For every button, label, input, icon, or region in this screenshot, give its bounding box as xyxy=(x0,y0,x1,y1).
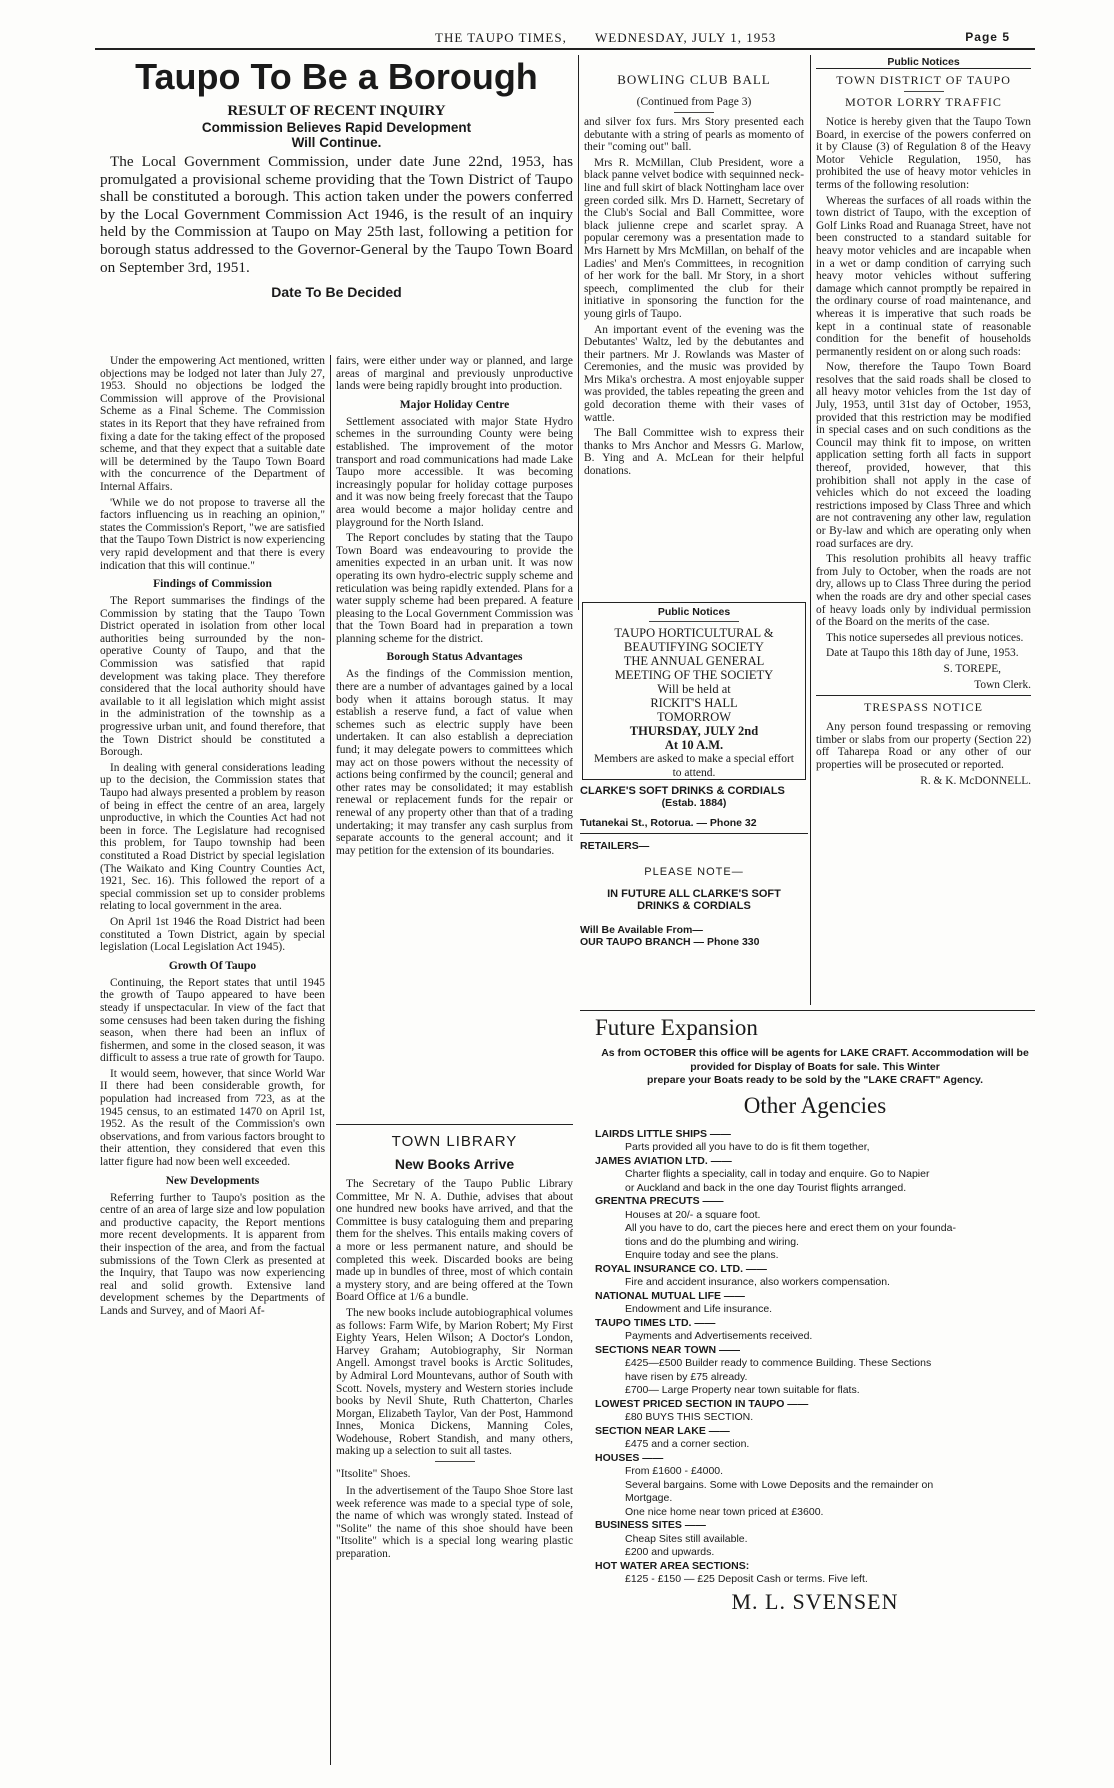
paragraph: This notice supersedes all previous notices. xyxy=(826,631,1024,644)
ad-intro: prepare your Boats ready to be sold by the "LAKE CRAFT" Agency. xyxy=(646,1074,984,1086)
clarkes-address: Tutanekai St., Rotorua. — Phone 32 xyxy=(580,817,757,829)
paragraph: Date at Taupo this 18th day of June, 1953. xyxy=(826,647,1019,660)
deck-1: RESULT OF RECENT INQUIRY xyxy=(227,103,446,119)
notice-title: TOWN DISTRICT OF TAUPO xyxy=(836,73,1011,87)
subhead-date: Date To Be Decided xyxy=(271,284,402,301)
paragraph: An important event of the evening was the Debutantes' Waltz, led by the debutantes and their partners. Mr J. Rowlands was Master of Ceremonies, and the music was provided by Mrs Mika's orchestra. A most enjoyable supper was provided, the tables repeating the green and gold decoration theme with their vases of wattle. xyxy=(584,323,804,424)
agency-detail: £80 BUYS THIS SECTION. xyxy=(625,1411,754,1423)
clarkes-drinks: DRINKS & CORDIALS xyxy=(637,900,751,912)
agency-detail: Parts provided all you have to do is fit them together, xyxy=(625,1141,870,1153)
agency-heading: TAUPO TIMES LTD. —— xyxy=(595,1316,716,1329)
paragraph: The Report summarises the findings of the Commission by stating that the Taupo Town District operated in isolation from other local authorities being surrounded by the non-operative County of Taupo, and that the Commission was satisfied that rapid development was taking place. They therefore considered that the local authority should have available to it all legislation which might assist in the administration of the township as a progressive urban unit, and found therefore, that the Town District should be constituted a Borough. xyxy=(100,595,325,759)
signature: S. TOREPE, xyxy=(943,662,1001,675)
paragraph: It would seem, however, that since World War II there had been considerable growth, for population had increased from 723, as at the 1945 census, to an estimated 1470 on April 1st, 1952. As the result of the Commission's own observations, and from various factors brought to their attention, they considered that even this latter figure had now been well exceeded. xyxy=(100,1067,325,1169)
agency-detail: or Auckland and back in the one day Tourist flights arranged. xyxy=(625,1181,907,1194)
page-number: Page 5 xyxy=(965,30,1010,44)
agency-detail: £200 and upwards. xyxy=(625,1546,715,1558)
lead-headline: Taupo To Be a Borough xyxy=(135,56,538,97)
trespass-signature: R. & K. McDONNELL. xyxy=(920,774,1031,787)
library-article xyxy=(336,1120,573,1765)
clarkes-retailers: RETAILERS— xyxy=(580,840,650,852)
notice-label: Public Notices xyxy=(657,606,731,618)
agency-detail: Endowment and Life insurance. xyxy=(625,1303,773,1315)
paragraph: Notice is hereby given that the Taupo Town Board, in exercise of the powers conferred on it by Clause (3) of Regulation 8 of the Heavy Motor Vehicle Regulation, 1950, has prohibited the use of heavy motor vehicles in terms of the following resolution: xyxy=(816,116,1031,191)
clarkes-available: Will Be Available From— xyxy=(580,924,703,936)
other-agencies: Other Agencies xyxy=(743,1092,887,1118)
masthead-rule xyxy=(95,48,1035,50)
agency-detail: One nice home near town priced at £3600. xyxy=(625,1505,824,1518)
agency-detail: Charter flights a speciality, call in today and enquire. Go to Napier xyxy=(625,1168,930,1180)
agency-detail: All you have to do, cart the pieces here and erect them on your founda- xyxy=(625,1222,956,1234)
public-notices-column xyxy=(816,56,1031,1006)
agency-detail: Fire and accident insurance, also workers compensation. xyxy=(625,1276,890,1288)
hort-line: TOMORROW xyxy=(656,710,732,724)
agency-heading: GRENTNA PRECUTS —— xyxy=(595,1195,724,1207)
paper-name: THE TAUPO TIMES, xyxy=(435,30,567,45)
hort-line: At 10 A.M. xyxy=(664,738,724,752)
horticultural-notice xyxy=(582,602,806,780)
agent-name: M. L. SVENSEN xyxy=(731,1588,899,1614)
clarkes-please-note: PLEASE NOTE— xyxy=(644,866,744,878)
notice-label: Public Notices xyxy=(816,56,1031,69)
column-rule xyxy=(810,55,811,1005)
hort-line: BEAUTIFYING SOCIETY xyxy=(624,640,764,654)
notice-subtitle: MOTOR LORRY TRAFFIC xyxy=(845,95,1002,109)
bowling-title: BOWLING CLUB BALL xyxy=(617,72,771,87)
agency-detail: Payments and Advertisements received. xyxy=(625,1330,813,1342)
paragraph: Now, therefore the Taupo Town Board resolves that the said roads shall be closed to all heavy motor vehicles from the 1st day of July, 1953, until 31st day of October, 1953, provided that this restriction may be modified in special cases and on such conditions as the Council may think fit to impose, on written application setting forth all facts in support thereof, provided, however, that this prohibition shall not apply in the case of vehicles which do not exceed the loading restrictions imposed by Class Three and which are not contravening any other law, regulation or By-law and which are operating only when road surfaces are dry. xyxy=(816,361,1031,550)
agency-detail: £700— Large Property near town suitable for flats. xyxy=(625,1384,860,1396)
agency-heading: LAIRDS LITTLE SHIPS —— xyxy=(595,1127,731,1140)
library-title: TOWN LIBRARY xyxy=(391,1133,518,1150)
subhead-status: Borough Status Advantages xyxy=(386,651,523,664)
agency-detail: From £1600 - £4000. xyxy=(625,1465,724,1477)
paragraph: Continuing, the Report states that until 1945 the growth of Taupo appeared to have been steady if unspectacular. In view of the fact that some censuses had been taken during the fishing season, when there had been an influx of fishermen, and some in the closed season, it was difficult to assess a true rate of growth for Taupo. xyxy=(100,976,325,1065)
paragraph: Whereas the surfaces of all roads within the town district of Taupo, with the exception of Golf Links Road and Ruanaga Street, have not been constructed to a standard suitable for heavy motor vehicles and are incapable when in a wet or damp condition of carrying such heavy motor vehicles without suffering damage which cannot promptly be repaired in the ordinary course of road maintenance, and whereas it is imperative that such roads be kept in a continual state of reasonable condition for the benefit of households permanently resident on or along such roads: xyxy=(816,194,1031,358)
paragraph: The Secretary of the Taupo Public Library Committee, Mr N. A. Duthie, advises that about one hundred new books have arrived, and that the Committee is busy cataloguing them and preparing them for the shelves. This entails making covers of a more or less permanent nature, and should be completed this week. Discarded books are being made up in bundles of three, most of which contain a mystery story, and are being offered at the Town Board Office at 1/6 a bundle. xyxy=(336,1178,573,1304)
paragraph: The Ball Committee wish to express their thanks to Mrs Anchor and Messrs G. Marlow, B. Ying and A. McLean for their helpful donations. xyxy=(584,427,804,478)
future-expansion: Future Expansion xyxy=(595,1015,758,1040)
agency-heading: SECTIONS NEAR TOWN —— xyxy=(595,1343,741,1356)
paragraph: Referring further to Taupo's position as the centre of an area of large size and low population and productive capacity, the Report mentions more recent developments. It is apparent from their inspection of the area, and from the factual submissions of the Town Clerk as presented at the Inquiry, that Taupo was now experiencing real and solid growth. Extensive land development schemes by the Departments of Lands and Survey, and of Maori Af- xyxy=(100,1191,325,1317)
lead-story-header xyxy=(100,55,573,355)
signature-title: Town Clerk. xyxy=(974,678,1031,691)
agency-heading: NATIONAL MUTUAL LIFE —— xyxy=(595,1289,745,1302)
paragraph: On April 1st 1946 the Road District had been constituted a Town District, again by special legislation (Local Legislation Act 1945). xyxy=(100,915,325,954)
paragraph: Under the empowering Act mentioned, written objections may be lodged not later than July 27, 1953. Should no objections be lodged the Commission will approve of the Provisional Scheme as a Final Scheme. The Commission states in its Report that they have refrained from fixing a date for the taking effect of the proposed scheme, and that they expect that a suitable date will be determined by the Taupo Town Board with the concurrence of the Department of Internal Affairs. xyxy=(100,355,325,493)
ad-rule xyxy=(580,1010,1035,1011)
hort-line: MEETING OF THE SOCIETY xyxy=(614,668,774,682)
column-rule xyxy=(330,355,331,1765)
paragraph: fairs, were either under way or planned, and large areas of marginal and previously unproductive lands were being rapidly brought into production. xyxy=(336,355,573,393)
agency-detail: Mortgage. xyxy=(625,1492,673,1504)
trespass-title: TRESPASS NOTICE xyxy=(864,700,983,715)
paragraph: The Report concludes by stating that the Taupo Town Board was endeavouring to provide the amenities expected in an urban unit. It was now operating its own hydro-electric supply scheme and reticulation was being rapidly extended. Plans for a water supply scheme had been prepared. A feature pleasing to the Local Government Commission was that the Town Board had in preparation a town planning scheme for the district. xyxy=(336,532,573,645)
agency-heading: LOWEST PRICED SECTION IN TAUPO —— xyxy=(595,1397,809,1410)
paragraph: As the findings of the Commission mention, there are a number of advantages gained by a local body when it attains borough status. It may establish a reserve fund, a fact of value when schemes such as electric supply have been undertaken. It can also establish a depreciation fund; it may delegate powers to committees which may act on those powers without the necessity of actions being confirmed by the council; general and other rates may be consolidated; it may establish renewal or replacement funds for the repair or renewal of any property other than that of a trading undertaking; it may transfer any cash surplus from separate accounts to the general account; and it may petition for the extension of its boundaries. xyxy=(336,668,573,857)
subhead-new-developments: New Developments xyxy=(165,1174,260,1187)
deck-2: Commission Believes Rapid Development xyxy=(201,120,472,135)
agency-heading: ROYAL INSURANCE CO. LTD. —— xyxy=(595,1262,767,1275)
agency-heading: BUSINESS SITES —— xyxy=(595,1519,706,1531)
paragraph: The new books include autobiographical volumes as follows: Farm Wife, by Marion Robert; My First Eighty Years, Helen Wilson; A Doctor's London, Harvey Graham; Autobiography, Sir Norman Angell. Amongst travel books is Arctic Solitudes, by Admiral Lord Mountevans, author of South with Scott. Novels, mystery and Western stories include books by Nevil Shute, Ruth Chatterton, Charles Morgan, Elizabeth Taylor, Van der Post, Hammond Innes, Monica Dickens, Manning Coles, Wodehouse, Robert Standish, and many others, making up a selection to suit all tastes. xyxy=(336,1306,573,1458)
agency-detail: £125 - £150 — £25 Deposit Cash or terms. Five left. xyxy=(625,1573,868,1585)
subhead-holiday: Major Holiday Centre xyxy=(399,398,510,411)
paragraph: In the advertisement of the Taupo Shoe Store last week reference was made to a special type of sole, the name of which was wrongly stated. Instead of "Solite" the name of this shoe should have been "Itsolite" which is a special long wearing plastic preparation. xyxy=(336,1485,573,1561)
agency-heading: HOT WATER AREA SECTIONS: xyxy=(595,1559,750,1572)
masthead xyxy=(95,30,1010,48)
issue-date: WEDNESDAY, JULY 1, 1953 xyxy=(595,30,777,45)
agency-detail: £425—£500 Builder ready to commence Building. These Sections xyxy=(625,1357,932,1369)
paragraph: This resolution prohibits all heavy traffic from July to October, when the roads are not dry, allows up to Class Three during the period when the roads are dry and other special cases of heavy loads only by individual permission of the Board on the merits of the case. xyxy=(816,553,1031,629)
svensen-ad xyxy=(595,1014,1035,1779)
lead-intro: The Local Government Commission, under date June 22nd, 1953, has promulgated a provisional scheme providing that the Town District of Taupo shall be constituted a borough. This action taken under the powers conferred by the Local Government Commission Act 1946, is the result of an inquiry held by the Commission at Taupo on May 25th last, following a petition for borough status addressed to the Governor-General by the Taupo Town Board on September 3rd, 1951. xyxy=(100,153,573,276)
hort-line: TAUPO HORTICULTURAL & xyxy=(614,626,774,640)
subhead-growth: Growth Of Taupo xyxy=(168,959,257,972)
paragraph: and silver fox furs. Mrs Story presented each debutante with a string of pearls as momento of their "coming out" ball. xyxy=(584,116,804,154)
agency-detail: Houses at 20/- a square foot. xyxy=(625,1208,761,1221)
subhead-findings: Findings of Commission xyxy=(153,578,272,591)
clarkes-estab: (Estab. 1884) xyxy=(661,797,727,809)
lead-column-2 xyxy=(336,355,573,1115)
hort-line: THE ANNUAL GENERAL xyxy=(623,654,765,668)
column-rule xyxy=(578,55,579,610)
agency-heading: SECTION NEAR LAKE —— xyxy=(595,1424,730,1437)
clarkes-branch: OUR TAUPO BRANCH — Phone 330 xyxy=(580,936,760,948)
paragraph: In dealing with general considerations leading up to the decision, the Commission states that Taupo had always presented a problem by reason of being in effect the centre of an area, largely unproductive, in which the Counties Act had not been in force. The Legislature had recognised this problem, for Taupo township had been constituted a Road District by special legislation (The Waikato and King Country Counties Act, 1921, Sec. 16). This followed the report of a special commission set up to consider problems relating to local government in the area. xyxy=(100,761,325,913)
bowling-continued: (Continued from Page 3) xyxy=(636,96,752,108)
agency-detail: have risen by £75 already. xyxy=(625,1370,748,1383)
hort-line: RICKIT'S HALL xyxy=(650,696,738,710)
hort-line: Will be held at xyxy=(657,682,731,696)
agency-detail: Cheap Sites still available. xyxy=(625,1532,748,1545)
agency-list xyxy=(595,1128,1035,1587)
clarkes-name: CLARKE'S SOFT DRINKS & CORDIALS xyxy=(580,785,785,797)
agency-heading: HOUSES —— xyxy=(595,1451,664,1464)
agency-detail: Enquire today and see the plans. xyxy=(625,1249,779,1261)
paragraph: Any person found trespassing or removing timber or slabs from our property (Section 22) off Taharepa Road or any other of our properties will be prosecuted or reported. xyxy=(816,721,1031,771)
paragraph: Settlement associated with major State Hydro schemes in the surrounding County were being established. The improvement of the motor transport and road communications had made Lake Taupo more accessible. It was becoming increasingly popular for holiday cottage purposes and it was now being freely forecast that the Taupo area would become a major holiday centre and playground for the North Island. xyxy=(336,415,573,529)
hort-line: Members are asked to make a special effort to attend. xyxy=(594,753,794,779)
deck-3: Will Continue. xyxy=(291,135,382,150)
paragraph: 'While we do not propose to traverse all the factors influencing us in reaching an opinion," states the Commission's Report, "we are satisfied that the Taupo Town District is now experiencing very rapid development and that there is every indication that this will continue." xyxy=(100,496,325,572)
agency-heading: JAMES AVIATION LTD. —— xyxy=(595,1154,732,1167)
hort-line: THURSDAY, JULY 2nd xyxy=(629,724,759,738)
itsolite-heading: "Itsolite" Shoes. xyxy=(336,1468,411,1481)
agency-detail: £475 and a corner section. xyxy=(625,1438,750,1450)
agency-detail: Several bargains. Some with Lowe Deposits and the remainder on xyxy=(625,1478,934,1491)
lead-column-1 xyxy=(100,355,325,1765)
bowling-article xyxy=(584,62,804,607)
library-subtitle: New Books Arrive xyxy=(394,1156,515,1172)
clarkes-future: IN FUTURE ALL CLARKE'S SOFT xyxy=(607,888,781,900)
paragraph: Mrs R. McMillan, Club President, wore a black panne velvet bodice with sequinned neck-line and full skirt of black Nottingham lace over green corded silk. Mrs D. Harnett, Secretary of the Club's Social and Ball Committee, wore black julienne crepe and scarlet spray. A popular ceremony was a presentation made to Mrs Harnett by Mrs McMillan, on behalf of the Ladies' and Men's Committees, in recognition of her work for the ball. Mr Story, in a short speech, complimented the club for their initiative in sponsoring the function for the young girls of Taupo. xyxy=(584,156,804,320)
ad-intro: As from OCTOBER this office will be agents for LAKE CRAFT. Accommodation will be provided for Display of Boats for sale. This Winter xyxy=(601,1047,1029,1073)
agency-detail: tions and do the plumbing and wiring. xyxy=(625,1235,799,1248)
clarkes-ad xyxy=(580,785,808,1000)
